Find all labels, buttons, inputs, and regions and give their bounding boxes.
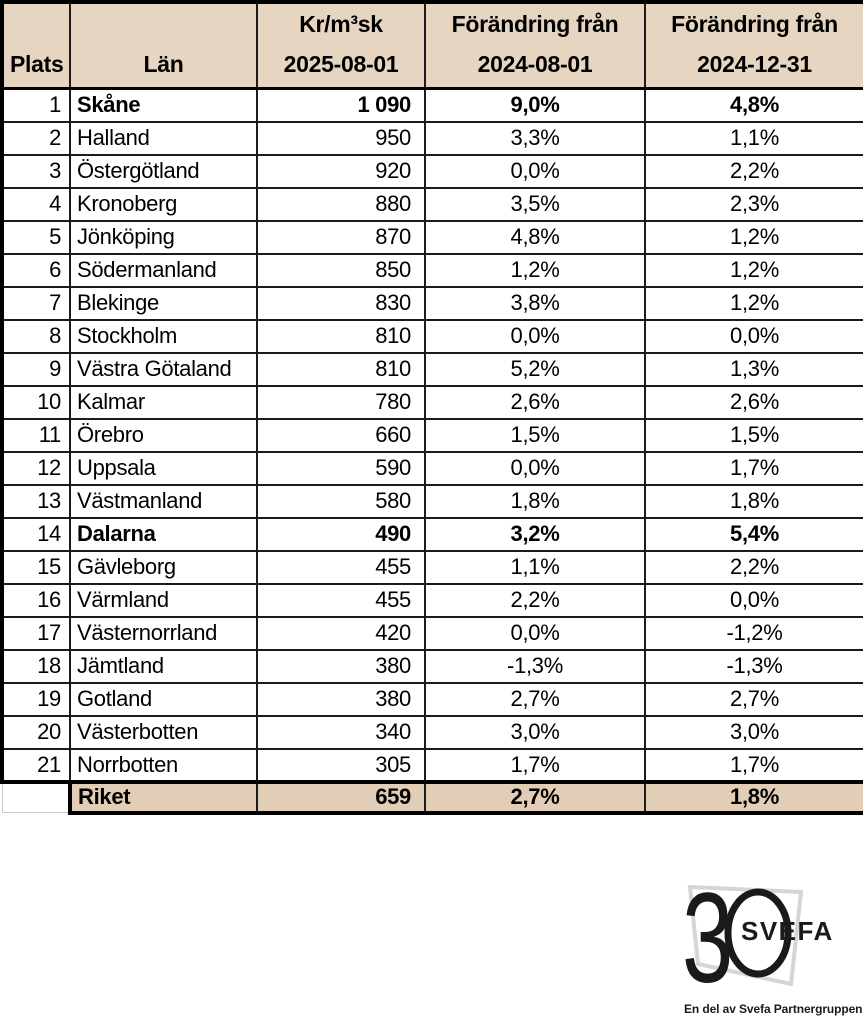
county-cell: Skåne [70, 89, 257, 122]
table-row [2, 353, 863, 386]
change-aug-cell: 2,2% [425, 584, 645, 617]
change-dec-cell: 5,4% [645, 518, 863, 551]
rank-cell: 8 [2, 320, 70, 353]
table-row [2, 683, 863, 716]
change-aug-cell: 1,1% [425, 551, 645, 584]
county-cell: Jämtland [70, 650, 257, 683]
rank-cell: 15 [2, 551, 70, 584]
riket-county-cell: Riket [70, 782, 257, 813]
rank-cell: 20 [2, 716, 70, 749]
rank-cell: 7 [2, 287, 70, 320]
price-cell: 950 [257, 122, 425, 155]
rank-cell: 9 [2, 353, 70, 386]
logo-brand-text: SVEFA [741, 916, 834, 946]
price-cell: 1 090 [257, 89, 425, 122]
riket-change-dec-cell: 1,8% [645, 782, 863, 813]
rank-cell: 16 [2, 584, 70, 617]
header-change-aug-date: 2024-08-01 [477, 51, 593, 77]
price-cell: 420 [257, 617, 425, 650]
table-row [2, 518, 863, 551]
change-dec-cell: 2,6% [645, 386, 863, 419]
table-row [2, 89, 863, 122]
table-row [2, 485, 863, 518]
rank-cell: 2 [2, 122, 70, 155]
county-cell: Västernorrland [70, 617, 257, 650]
change-aug-cell: 3,8% [425, 287, 645, 320]
table-row [2, 320, 863, 353]
header-lan [70, 2, 257, 89]
table-footer [2, 782, 863, 813]
county-cell: Västerbotten [70, 716, 257, 749]
price-cell: 880 [257, 188, 425, 221]
change-dec-cell: 2,7% [645, 683, 863, 716]
change-dec-cell: 1,2% [645, 254, 863, 287]
price-cell: 870 [257, 221, 425, 254]
table-row [2, 617, 863, 650]
change-aug-cell: 3,3% [425, 122, 645, 155]
county-cell: Stockholm [70, 320, 257, 353]
county-cell: Blekinge [70, 287, 257, 320]
header-change-aug-label: Förändring från [451, 11, 619, 37]
rank-cell: 5 [2, 221, 70, 254]
county-cell: Gotland [70, 683, 257, 716]
county-cell: Örebro [70, 419, 257, 452]
change-dec-cell: 4,8% [645, 89, 863, 122]
table-body [2, 89, 863, 782]
price-cell: 810 [257, 320, 425, 353]
change-aug-cell: 3,5% [425, 188, 645, 221]
header-row [2, 2, 863, 89]
riket-change-aug-cell: 2,7% [425, 782, 645, 813]
price-cell: 780 [257, 386, 425, 419]
change-aug-cell: 0,0% [425, 320, 645, 353]
header-change-dec-label: Förändring från [671, 11, 838, 37]
change-aug-cell: -1,3% [425, 650, 645, 683]
price-cell: 830 [257, 287, 425, 320]
change-aug-cell: 0,0% [425, 617, 645, 650]
rank-cell: 19 [2, 683, 70, 716]
table-row [2, 287, 863, 320]
county-cell: Västmanland [70, 485, 257, 518]
rank-cell: 17 [2, 617, 70, 650]
riket-row [2, 782, 863, 813]
county-cell: Kalmar [70, 386, 257, 419]
table-row [2, 155, 863, 188]
change-aug-cell: 4,8% [425, 221, 645, 254]
change-aug-cell: 0,0% [425, 452, 645, 485]
table-row [2, 452, 863, 485]
change-aug-cell: 3,0% [425, 716, 645, 749]
change-aug-cell: 5,2% [425, 353, 645, 386]
change-dec-cell: 2,3% [645, 188, 863, 221]
county-cell: Halland [70, 122, 257, 155]
change-aug-cell: 2,6% [425, 386, 645, 419]
table-header [2, 2, 863, 89]
header-price-date: 2025-08-01 [283, 51, 399, 77]
change-aug-cell: 3,2% [425, 518, 645, 551]
price-cell: 455 [257, 584, 425, 617]
change-aug-cell: 1,5% [425, 419, 645, 452]
logo-digit-three: 3 [682, 874, 734, 999]
rank-cell: 3 [2, 155, 70, 188]
change-dec-cell: 1,7% [645, 452, 863, 485]
header-price-unit: Kr/m³sk [299, 11, 383, 37]
price-cell: 380 [257, 650, 425, 683]
county-cell: Dalarna [70, 518, 257, 551]
county-cell: Kronoberg [70, 188, 257, 221]
county-cell: Gävleborg [70, 551, 257, 584]
county-cell: Norrbotten [70, 749, 257, 782]
change-dec-cell: -1,2% [645, 617, 863, 650]
header-change-dec-date: 2024-12-31 [697, 51, 812, 77]
rank-cell: 12 [2, 452, 70, 485]
price-cell: 810 [257, 353, 425, 386]
change-dec-cell: 2,2% [645, 551, 863, 584]
price-cell: 850 [257, 254, 425, 287]
change-aug-cell: 1,2% [425, 254, 645, 287]
header-plats [2, 2, 70, 89]
table-row [2, 749, 863, 782]
county-cell: Uppsala [70, 452, 257, 485]
county-cell: Södermanland [70, 254, 257, 287]
change-dec-cell: 1,5% [645, 419, 863, 452]
table-row [2, 221, 863, 254]
table-row [2, 650, 863, 683]
price-cell: 455 [257, 551, 425, 584]
logo-tagline: En del av Svefa Partnergruppen [684, 1002, 863, 1016]
change-dec-cell: 1,2% [645, 221, 863, 254]
change-dec-cell: -1,3% [645, 650, 863, 683]
change-dec-cell: 1,2% [645, 287, 863, 320]
change-aug-cell: 1,7% [425, 749, 645, 782]
price-cell: 340 [257, 716, 425, 749]
header-change-dec [645, 2, 863, 89]
price-cell: 380 [257, 683, 425, 716]
change-dec-cell: 3,0% [645, 716, 863, 749]
county-cell: Östergötland [70, 155, 257, 188]
table-row [2, 386, 863, 419]
county-cell: Västra Götaland [70, 353, 257, 386]
header-change-aug [425, 2, 645, 89]
table-row [2, 254, 863, 287]
county-cell: Värmland [70, 584, 257, 617]
change-dec-cell: 2,2% [645, 155, 863, 188]
table-row [2, 122, 863, 155]
price-cell: 920 [257, 155, 425, 188]
price-cell: 660 [257, 419, 425, 452]
change-dec-cell: 0,0% [645, 320, 863, 353]
header-plats-label: Plats [10, 51, 64, 77]
rank-cell: 11 [2, 419, 70, 452]
rank-cell: 13 [2, 485, 70, 518]
change-dec-cell: 1,3% [645, 353, 863, 386]
county-cell: Jönköping [70, 221, 257, 254]
rank-cell: 1 [2, 89, 70, 122]
rank-cell: 18 [2, 650, 70, 683]
table-row [2, 584, 863, 617]
table-row [2, 188, 863, 221]
change-aug-cell: 9,0% [425, 89, 645, 122]
rank-cell: 6 [2, 254, 70, 287]
riket-price-cell: 659 [257, 782, 425, 813]
change-dec-cell: 1,8% [645, 485, 863, 518]
change-dec-cell: 1,7% [645, 749, 863, 782]
svefa-30-logo-graphic [678, 874, 863, 999]
riket-rank-cell [2, 782, 70, 813]
change-aug-cell: 2,7% [425, 683, 645, 716]
header-lan-label: Län [143, 51, 184, 77]
change-dec-cell: 0,0% [645, 584, 863, 617]
header-price [257, 2, 425, 89]
rank-cell: 10 [2, 386, 70, 419]
table-row [2, 551, 863, 584]
price-cell: 580 [257, 485, 425, 518]
price-cell: 590 [257, 452, 425, 485]
table-row [2, 716, 863, 749]
price-cell: 490 [257, 518, 425, 551]
change-dec-cell: 1,1% [645, 122, 863, 155]
price-cell: 305 [257, 749, 425, 782]
change-aug-cell: 0,0% [425, 155, 645, 188]
rank-cell: 14 [2, 518, 70, 551]
table-row [2, 419, 863, 452]
rank-cell: 21 [2, 749, 70, 782]
rank-cell: 4 [2, 188, 70, 221]
change-aug-cell: 1,8% [425, 485, 645, 518]
